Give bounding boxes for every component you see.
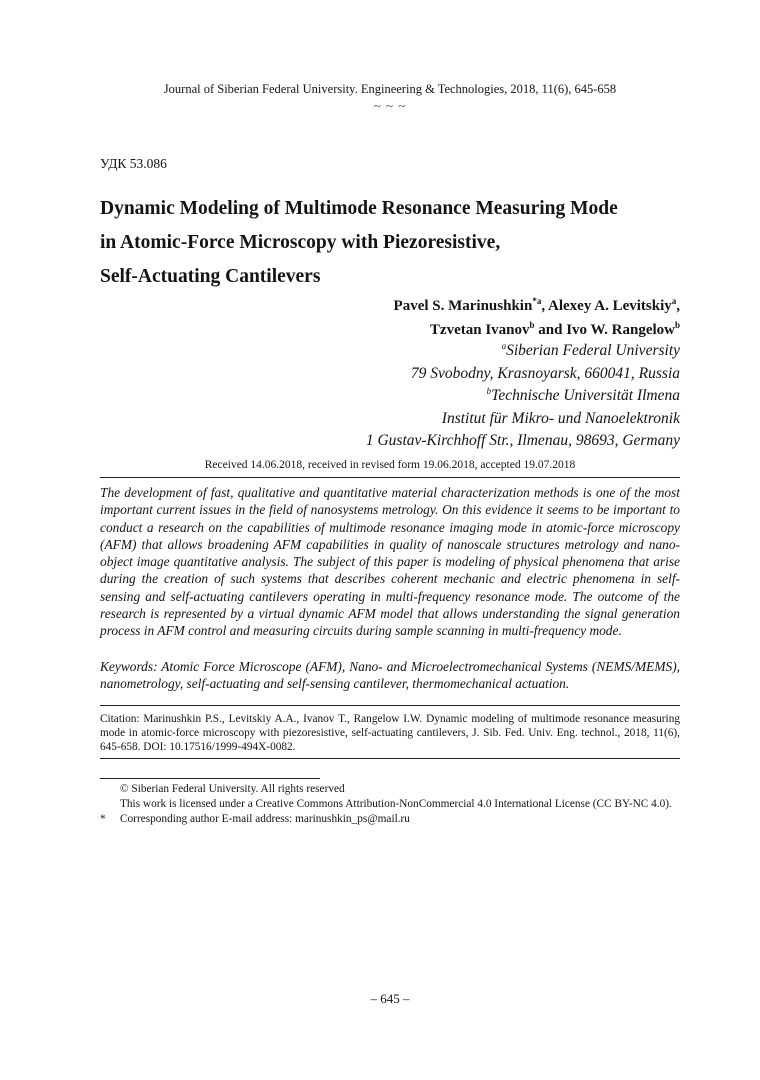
author-name: Ivo W. Rangelow [566,322,675,338]
udk-code: УДК 53.086 [100,156,167,171]
divider [100,758,680,759]
affiliation-address: 1 Gustav-Kirchhoff Str., Ilmenau, 98693, Germany [365,432,680,449]
affil-a-name: Siberian Federal University [506,342,680,359]
paper-title [100,192,680,294]
footnote-license [100,797,700,812]
citation: Citation: Marinushkin P.S., Levitskiy A.A., Ivanov T., Rangelow I.W. Dynamic modeling of multimode resonance measuring mode in atomic-force microscopy with piezoresistive, self-actuating cantilevers, J. Sib. Fed. Univ. Eng. technol., 2018, 11(6), 645-658. DOI: 10.17516/1999-494X-0082. [100,713,680,754]
license-text: This work is licensed under a Creative Commons Attribution-NonCommercial 4.0 International License (CC BY-NC 4.0). [120,798,672,810]
affiliation-address: 79 Svobodny, Krasnoyarsk, 660041, Russia [410,364,680,382]
copyright-text: © Siberian Federal University. All rights reserved [120,783,345,795]
title-line: Dynamic Modeling of Multimode Resonance Measuring Mode [100,198,618,219]
affiliation-name [80,385,680,408]
abstract: The development of fast, qualitative and quantitative material characterization methods is one of the most important current issues in the field of nanosystems metrology. On this evidence it seems to be important to conduct a research on the capabilities of multimode resonance imaging mode in atomic-force microscopy (AFM) that allows broadening AFM capabilities in quality of nanoscale structures metrology and nano-object image quantitative analysis. The subject of this paper is modeling of physical phenomena that arise during the creation of such systems that describes coherent mechanic and electric phenomena in self-sensing and self-actuating cantilevers operating in multi-frequency resonance mode. The outcome of the research is represented by a virtual dynamic AFM model that allows understanding the signal generation process in AFM control and measuring circuits during sample scanning in multi-frequency mode. [100,485,680,639]
author-line: Pavel S. Marinushkin$^{*a}$, Alexey A. Levitskiy$^a$, [393,296,680,314]
affiliations [80,340,680,453]
affil-mark: a [501,341,507,351]
footnote-divider [100,778,320,779]
footnote-copyright [100,782,700,797]
journal-header: Journal of Siberian Federal University. Engineering & Technologies, 2018, 11(6), 645-658 [163,82,617,96]
author-conjunction: and [538,322,563,338]
page-number: – 645 – [370,991,410,1006]
keywords: Keywords: Atomic Force Microscope (AFM), Nano- and Microelectromechanical Systems (NEMS/MEMS), nanometrology, self-actuating and self-sensing cantilever, thermomechanical actuation. [100,659,680,692]
divider [100,477,680,478]
author-name: Tzvetan Ivanov [429,322,530,338]
header-ornament: ~ ~ ~ [373,98,407,113]
affiliation-name [80,340,680,363]
author-name: Alexey A. Levitskiy [548,298,672,314]
received-dates: Received 14.06.2018, received in revised form 19.06.2018, accepted 19.07.2018 [204,459,576,471]
author-line [80,318,680,342]
affiliation-dept: Institut für Mikro- und Nanoelektronik [441,409,680,427]
affil-mark: b [486,386,492,396]
author-affil-mark: b [674,320,680,330]
author-affil-mark: *a [532,296,542,306]
author-list [80,294,680,342]
divider [100,705,680,706]
title-line: Self-Actuating Cantilevers [100,266,321,287]
footnote-star: * [100,813,106,825]
corresponding-text: Corresponding author E-mail address: marinushkin_ps@mail.ru [120,813,410,825]
author-name: Pavel S. Marinushkin [393,298,533,314]
author-affil-mark: b [529,320,535,330]
author-affil-mark: a [671,296,677,306]
footnote-corresponding [100,812,700,827]
affil-b-name: Technische Universität Ilmena [491,387,680,404]
title-line: in Atomic-Force Microscopy with Piezoresistive, [100,232,501,253]
